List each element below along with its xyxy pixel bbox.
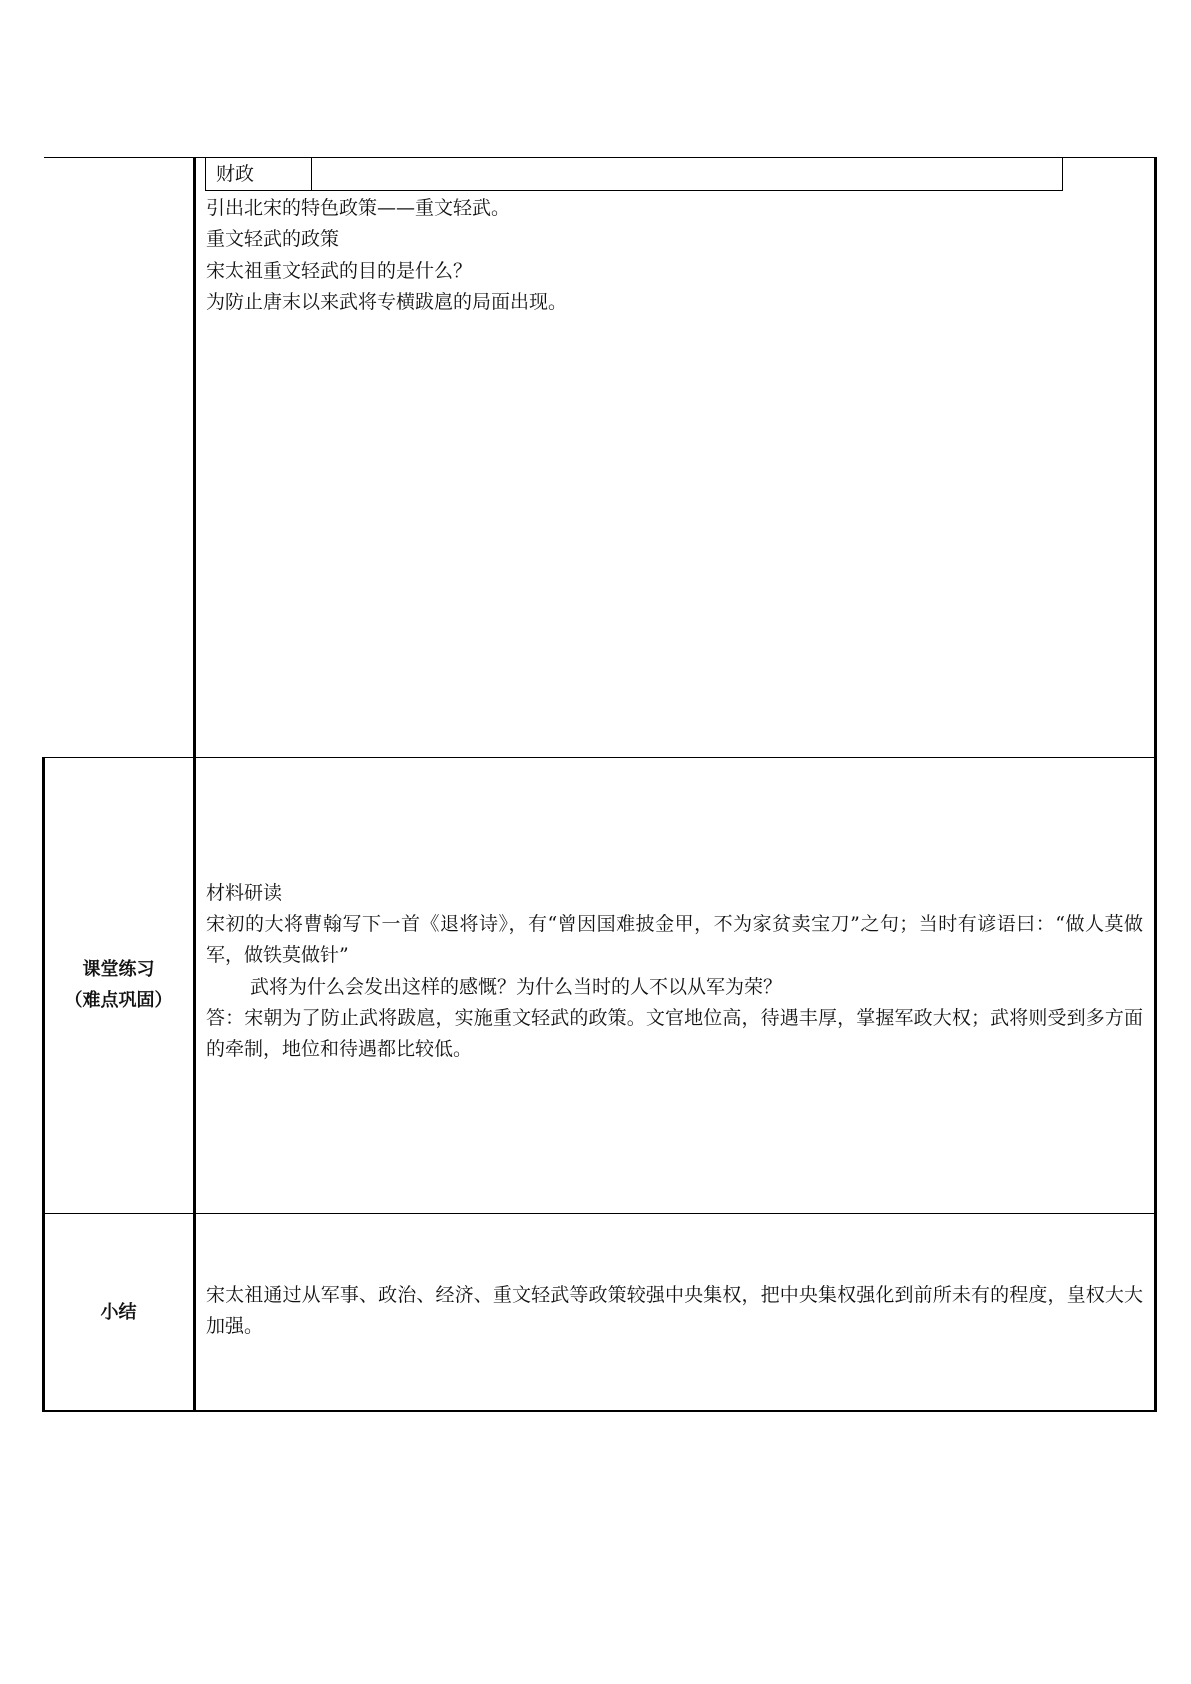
row-divider-practice <box>44 757 1156 758</box>
policy-heading: 重文轻武的政策 <box>206 228 340 250</box>
row-divider-summary <box>44 1213 1156 1214</box>
material-heading: 材料研读 <box>206 882 283 904</box>
intro-line: 引出北宋的特色政策——重文轻武。 <box>206 197 511 219</box>
inner-table-right <box>1062 157 1063 191</box>
practice-answer: 答：宋朝为了防止武将跋扈，实施重文轻武的政策。文官地位高，待遇丰厚，掌握军政大权；武将则受到多方面的牵制，地位和待遇都比较低。 <box>206 1007 1143 1060</box>
inner-table-divider <box>311 157 312 191</box>
inner-table-cell-finance: 财政 <box>216 163 255 185</box>
practice-label-line1: 课堂练习 <box>82 959 155 980</box>
summary-label: 小结 <box>100 1302 137 1323</box>
purpose-question: 宋太祖重文轻武的目的是什么？ <box>206 260 473 282</box>
summary-text: 宋太祖通过从军事、政治、经济、重文轻武等政策较强中央集权，把中央集权强化到前所未有的程度，皇权大大加强。 <box>206 1284 1143 1337</box>
purpose-answer: 为防止唐末以来武将专横跋扈的局面出现。 <box>206 291 568 313</box>
practice-label-line2: （难点巩固） <box>64 990 173 1011</box>
table-right-border <box>1154 157 1157 1412</box>
table-top-border <box>44 157 1156 158</box>
table-left-column-divider <box>193 157 196 1412</box>
inner-table-left <box>205 157 206 191</box>
practice-question: 武将为什么会发出这样的感慨？为什么当时的人不以从军为荣？ <box>250 976 783 998</box>
table-bottom-border <box>42 1410 1157 1412</box>
inner-table-bottom <box>205 190 1063 191</box>
material-text: 宋初的大将曹翰写下一首《退将诗》，有“曾因国难披金甲，不为家贫卖宝刀”之句；当时有谚语曰：“做人莫做军，做铁莫做针” <box>206 913 1143 966</box>
